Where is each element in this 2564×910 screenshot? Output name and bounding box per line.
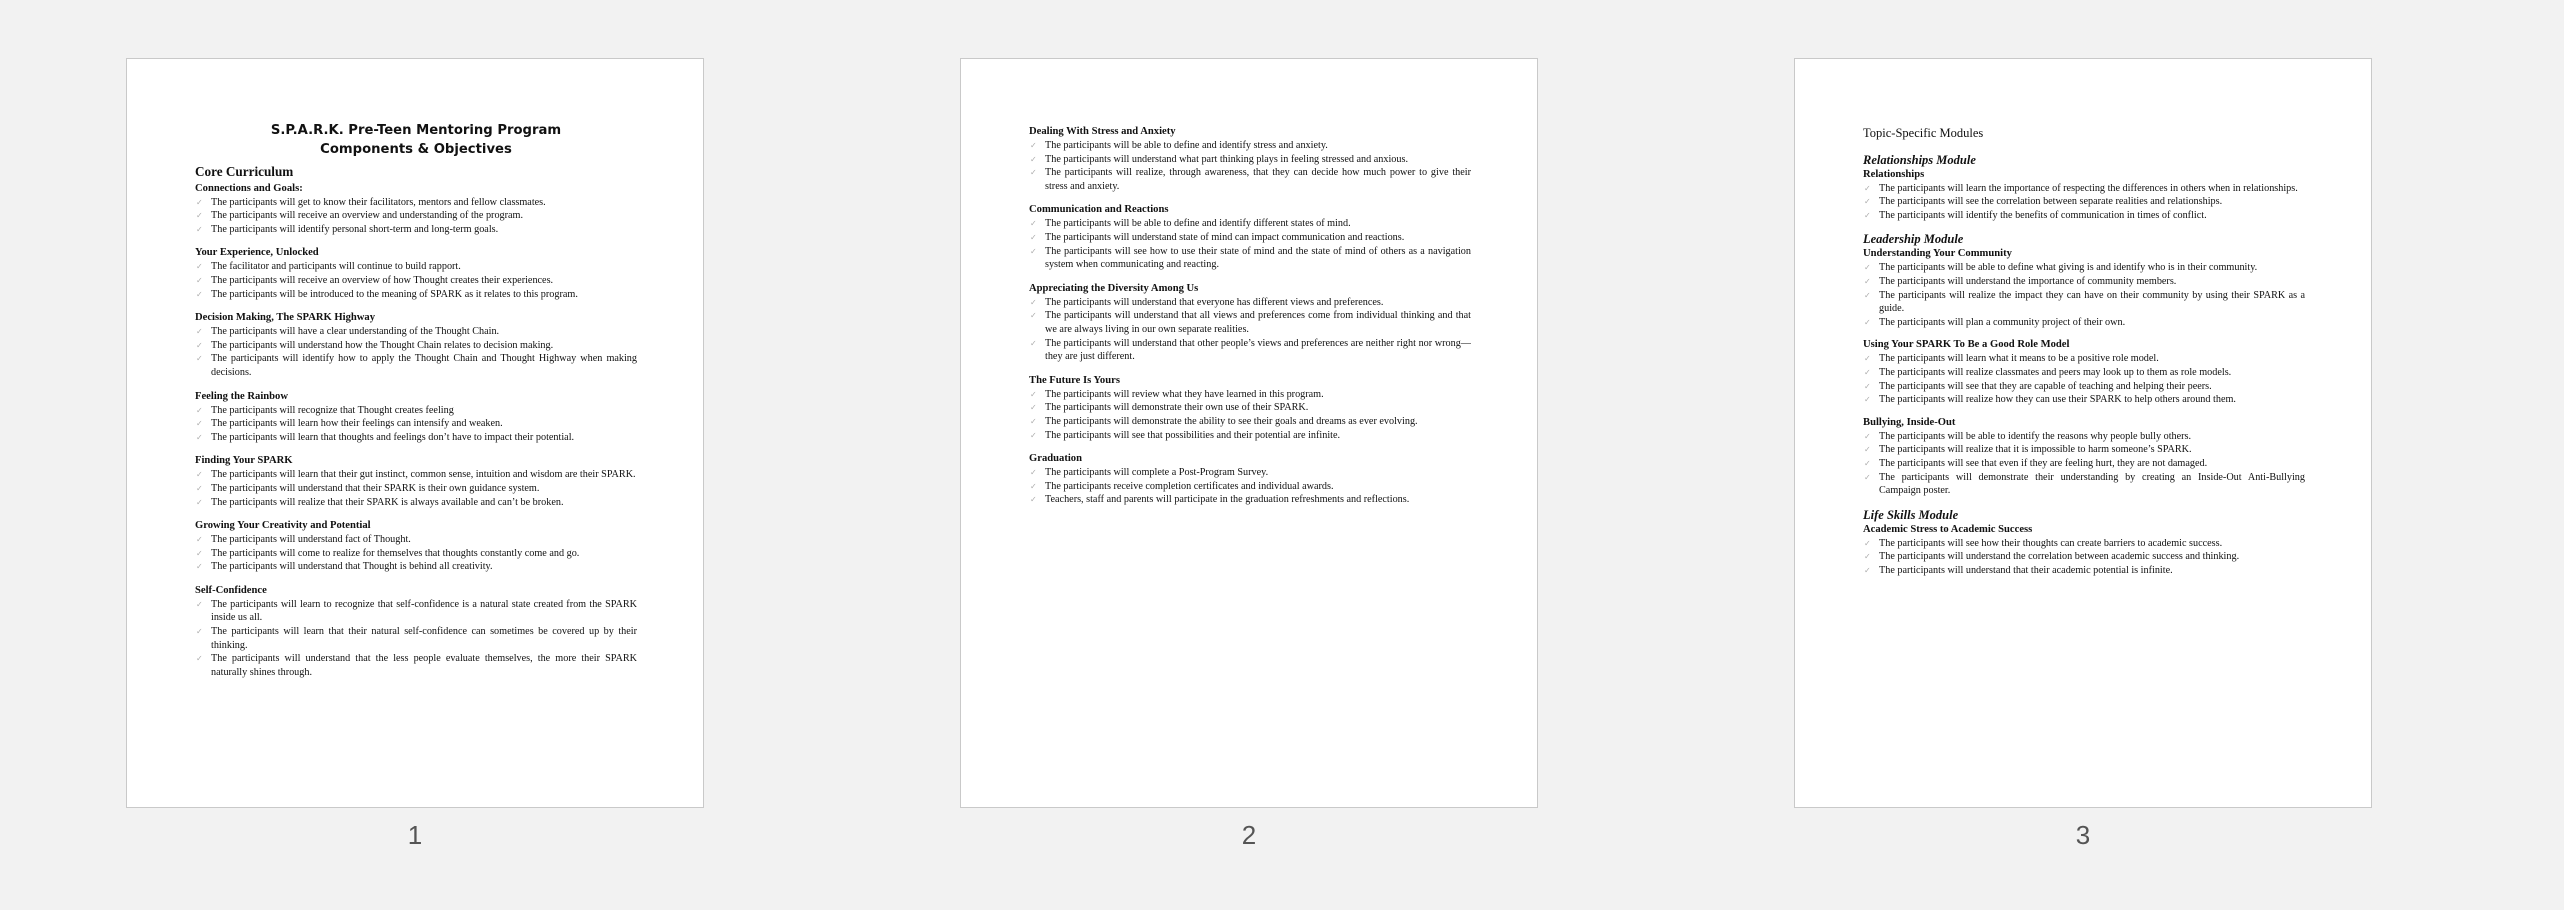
objective-item: ✓ The participants will understand that other people’s views and preferences are neither right nor wrong—they are just different. (1029, 337, 1471, 364)
objective-item: ✓ The participants will understand how the Thought Chain relates to decision making. (195, 339, 637, 353)
section-title: Growing Your Creativity and Potential (195, 520, 371, 532)
objective-list (1863, 537, 2305, 578)
objective-item: ✓ The participants will receive an overview and understanding of the program. (195, 209, 637, 223)
objective-item: ✓ The participants will understand that Thought is behind all creativity. (195, 560, 637, 574)
objective-list (195, 533, 637, 574)
section-title: Finding Your SPARK (195, 455, 293, 467)
group-title: Understanding Your Community (1863, 248, 2012, 260)
page-2-sections (1029, 125, 1471, 507)
objective-item: ✓ The participants will realize, through awareness, that they can decide how much power to give their stress and anxiety. (1029, 166, 1471, 193)
objective-item: ✓ The participants will review what they have learned in this program. (1029, 388, 1471, 402)
objective-list (1029, 217, 1471, 271)
objective-item: ✓ The participants will see that even if they are feeling hurt, they are not damaged. (1863, 457, 2305, 471)
objective-item: ✓ The participants will recognize that Thought creates feeling (195, 404, 637, 418)
section-title: Dealing With Stress and Anxiety (1029, 126, 1176, 137)
objective-item: ✓ The participants will demonstrate their understanding by creating an Inside-Out Anti-Bullying Campaign poster. (1863, 471, 2305, 498)
objective-list (195, 404, 637, 445)
section-title: Your Experience, Unlocked (195, 247, 319, 259)
objective-item: ✓ The participants will identify how to apply the Thought Chain and Thought Highway when making decisions. (195, 352, 637, 379)
objective-item: ✓ The participants will realize that their SPARK is always available and can’t be broken. (195, 496, 637, 510)
objective-list (195, 260, 637, 301)
objective-item: ✓ The participants will understand that all views and preferences come from individual thinking and that we are always living in our own separate realities. (1029, 309, 1471, 336)
objective-item: ✓ The participants will demonstrate their own use of their SPARK. (1029, 401, 1471, 415)
objective-list (1029, 388, 1471, 442)
objective-item: ✓ The participants will learn that their gut instinct, common sense, intuition and wisdom are their SPARK. (195, 468, 637, 482)
group-title: Academic Stress to Academic Success (1863, 523, 2033, 535)
objective-item: ✓ The participants will be able to define what giving is and identify who is in their community. (1863, 261, 2305, 275)
objective-list (195, 598, 637, 680)
objective-item: ✓ The participants will get to know their facilitators, mentors and fellow classmates. (195, 196, 637, 210)
objective-item: ✓ The participants will complete a Post-Program Survey. (1029, 466, 1471, 480)
page-3-modules (1863, 153, 2305, 578)
objective-item: ✓ The participants will understand what part thinking plays in feeling stressed and anxious. (1029, 153, 1471, 167)
objective-list (195, 325, 637, 379)
objective-list (1029, 466, 1471, 507)
section (1029, 452, 1471, 507)
objective-item: ✓ Teachers, staff and parents will participate in the graduation refreshments and reflections. (1029, 493, 1471, 507)
section-title: Graduation (1029, 453, 1082, 465)
page-number-label: 2 (1241, 820, 1257, 850)
section (195, 519, 637, 574)
module-group (1863, 168, 2305, 223)
objective-item: ✓ The participants will realize that it is impossible to harm someone’s SPARK. (1863, 443, 2305, 457)
objective-list (1863, 430, 2305, 498)
objective-item: ✓ The participants will realize how they can use their SPARK to help others around them. (1863, 393, 2305, 407)
page-number-label: 1 (407, 820, 423, 850)
group-title: Using Your SPARK To Be a Good Role Model (1863, 339, 2070, 351)
objective-item: ✓ The participants will see that possibilities and their potential are infinite. (1029, 429, 1471, 443)
section-title: Decision Making, The SPARK Highway (195, 312, 376, 324)
objective-item: ✓ The participants will understand the correlation between academic success and thinking. (1863, 550, 2305, 564)
objective-item: ✓ The participants will understand that everyone has different views and preferences. (1029, 296, 1471, 310)
section (195, 390, 637, 445)
section-title: Self-Confidence (195, 584, 267, 596)
objective-list (1863, 182, 2305, 223)
section-title: The Future Is Yours (1029, 374, 1120, 386)
objective-item: ✓ The participants will learn what it means to be a positive role model. (1863, 352, 2305, 366)
objective-list (195, 196, 637, 237)
objective-item: ✓ The participants will be able to define and identify stress and anxiety. (1029, 139, 1471, 153)
section (1029, 125, 1471, 193)
title-line-1: S.P.A.R.K. Pre-Teen Mentoring Program (270, 123, 562, 138)
section (1029, 282, 1471, 364)
objective-item: ✓ The participants will see how their thoughts can create barriers to academic success. (1863, 537, 2305, 551)
objective-item: ✓ The participants will learn that thoughts and feelings don’t have to impact their potential. (195, 431, 637, 445)
module-group (1863, 416, 2305, 498)
document-title (195, 121, 637, 159)
module-group (1863, 247, 2305, 329)
objective-item: ✓ The participants will be able to identify the reasons why people bully others. (1863, 430, 2305, 444)
objective-item: ✓ The participants will learn that their natural self-confidence can sometimes be covered up by their thinking. (195, 625, 637, 652)
group-title: Relationships (1863, 168, 1925, 180)
section (1029, 203, 1471, 271)
document-page-2[interactable] (960, 58, 1538, 808)
objective-item: ✓ The participants will understand that their SPARK is their own guidance system. (195, 482, 637, 496)
objective-list (1863, 261, 2305, 329)
page-1-sections (195, 182, 637, 680)
objective-item: ✓ The participants will learn to recognize that self-confidence is a natural state created from the SPARK inside us all. (195, 598, 637, 625)
objective-list (195, 468, 637, 509)
document-page-3[interactable] (1794, 58, 2372, 808)
page-number-label: 3 (2075, 820, 2091, 850)
objective-item: ✓ The participants will be able to define and identify different states of mind. (1029, 217, 1471, 231)
objective-item: ✓ The facilitator and participants will continue to build rapport. (195, 260, 637, 274)
objective-item: ✓ The participants will identify the benefits of communication in times of conflict. (1863, 209, 2305, 223)
objective-list (1863, 352, 2305, 406)
section-title: Connections and Goals: (195, 182, 303, 194)
module-group (1863, 338, 2305, 406)
section (1029, 374, 1471, 442)
section (195, 454, 637, 509)
section (195, 182, 637, 237)
objective-item: ✓ The participants receive completion certificates and individual awards. (1029, 480, 1471, 494)
section-title: Appreciating the Diversity Among Us (1029, 282, 1199, 294)
objective-item: ✓ The participants will realize classmates and peers may look up to them as role models. (1863, 366, 2305, 380)
objective-item: ✓ The participants will have a clear understanding of the Thought Chain. (195, 325, 637, 339)
objective-list (1029, 296, 1471, 364)
module-title: Leadership Module (1863, 232, 1964, 247)
objective-list (1029, 139, 1471, 193)
group-title: Bullying, Inside-Out (1863, 416, 1956, 428)
objective-item: ✓ The participants will see the correlation between separate realities and relationships. (1863, 195, 2305, 209)
objective-item: ✓ The participants will see how to use their state of mind and the state of mind of others as a navigation system when communicating and reacting. (1029, 245, 1471, 272)
core-curriculum-heading: Core Curriculum (195, 164, 294, 179)
objective-item: ✓ The participants will understand that their academic potential is infinite. (1863, 564, 2305, 578)
module-group (1863, 523, 2305, 578)
section-title: Communication and Reactions (1029, 204, 1169, 216)
objective-item: ✓ The participants will see that they are capable of teaching and helping their peers. (1863, 380, 2305, 394)
module (1863, 153, 2305, 223)
section (195, 311, 637, 379)
objective-item: ✓ The participants will plan a community project of their own. (1863, 316, 2305, 330)
objective-item: ✓ The participants will understand state of mind can impact communication and reactions. (1029, 231, 1471, 245)
objective-item: ✓ The participants will understand fact of Thought. (195, 533, 637, 547)
objective-item: ✓ The participants will understand that the less people evaluate themselves, the more their SPARK naturally shines through. (195, 652, 637, 679)
document-page-1[interactable] (126, 58, 704, 808)
objective-item: ✓ The participants will demonstrate the ability to see their goals and dreams as ever evolving. (1029, 415, 1471, 429)
objective-item: ✓ The participants will receive an overview of how Thought creates their experiences. (195, 274, 637, 288)
module (1863, 232, 2305, 497)
module-title: Life Skills Module (1863, 507, 1959, 522)
modules-heading: Topic-Specific Modules (1863, 126, 1984, 140)
objective-item: ✓ The participants will come to realize for themselves that thoughts constantly come and go. (195, 547, 637, 561)
objective-item: ✓ The participants will learn how their feelings can intensify and weaken. (195, 417, 637, 431)
objective-item: ✓ The participants will understand the importance of community members. (1863, 275, 2305, 289)
objective-item: ✓ The participants will identify personal short-term and long-term goals. (195, 223, 637, 237)
section (195, 246, 637, 301)
module-title: Relationships Module (1863, 152, 1976, 167)
section (195, 584, 637, 680)
section-title: Feeling the Rainbow (195, 390, 288, 402)
objective-item: ✓ The participants will learn the importance of respecting the differences in others when in relationships. (1863, 182, 2305, 196)
module (1863, 508, 2305, 578)
objective-item: ✓ The participants will be introduced to the meaning of SPARK as it relates to this program. (195, 288, 637, 302)
title-line-2: Components & Objectives (320, 142, 512, 157)
objective-item: ✓ The participants will realize the impact they can have on their community by using their SPARK as a guide. (1863, 289, 2305, 316)
